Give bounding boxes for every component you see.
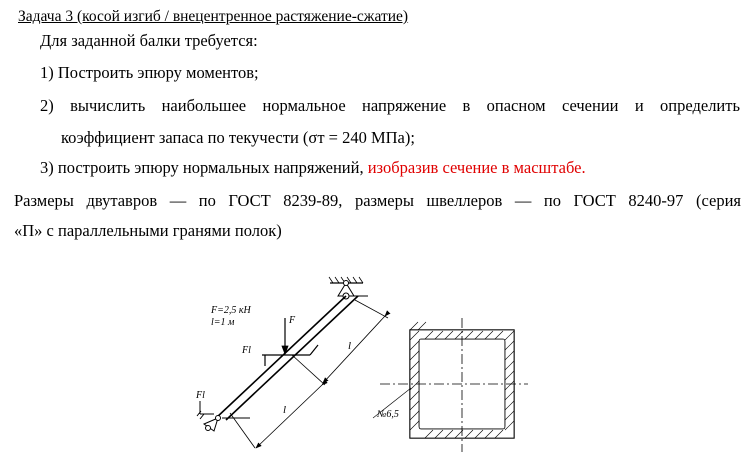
task-title: Задача 3 (косой изгиб / внецентренное растяжение-сжатие) bbox=[18, 8, 409, 25]
section-cross bbox=[373, 318, 528, 452]
given-force-label: F=2,5 кН bbox=[211, 305, 251, 316]
force-F-label: F bbox=[289, 315, 296, 326]
given-length-label: l=1 м bbox=[211, 317, 235, 328]
dimension-lines bbox=[230, 300, 388, 448]
task-item-3-highlight: изобразив сечение в масштабе bbox=[367, 158, 582, 177]
length-l-lower-label: l bbox=[283, 404, 287, 416]
task-intro: Для заданной балки требуется: bbox=[40, 31, 258, 50]
task-item-2-cont: коэффициент запаса по текучести (σт = 240 МПа); bbox=[61, 128, 415, 147]
moment-Fl-mid-label: Fl bbox=[242, 345, 251, 356]
length-l-upper-label: l bbox=[348, 340, 352, 352]
task-item-3-text: 3) построить эпюру нормальных напряжений, bbox=[40, 158, 368, 177]
task-item-2: 2) вычислить наибольшее нормальное напряжение в опасном сечении и определить bbox=[40, 96, 740, 115]
dimensions-note-line2: «П» с параллельными гранями полок) bbox=[14, 221, 282, 240]
top-pin-support bbox=[329, 277, 368, 299]
section-number-label: №6,5 bbox=[377, 409, 399, 420]
task-item-1: 1) Построить эпюру моментов; bbox=[40, 63, 259, 82]
moment-Fl-end-label: Fl bbox=[196, 390, 205, 401]
dimensions-note-line1: Размеры двутавров — по ГОСТ 8239-89, размеры швеллеров — по ГОСТ 8240-97 (серия bbox=[14, 191, 741, 210]
task-item-3-end: . bbox=[581, 158, 586, 177]
